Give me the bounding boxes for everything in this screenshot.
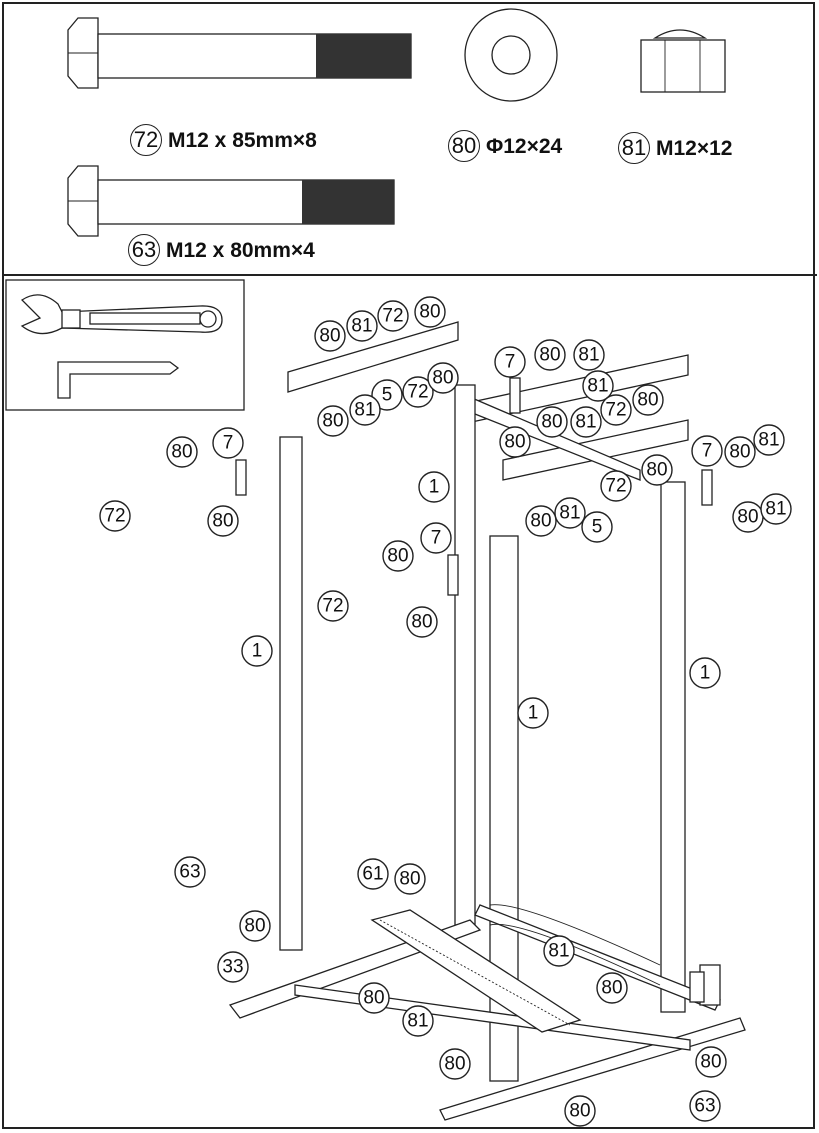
callout-number: 81 bbox=[351, 315, 373, 337]
callout-number: 80 bbox=[244, 915, 266, 937]
part-callout-80 bbox=[315, 321, 345, 351]
callout-number: 81 bbox=[765, 498, 787, 520]
callout-number: 80 bbox=[530, 510, 552, 532]
part-callout-81 bbox=[350, 395, 380, 425]
part-callout-81 bbox=[544, 936, 574, 966]
part-callout-80 bbox=[208, 506, 238, 536]
part-callout-80 bbox=[633, 385, 663, 415]
part-callout-80 bbox=[500, 427, 530, 457]
part-callout-80 bbox=[318, 406, 348, 436]
part-callout-80 bbox=[428, 363, 458, 393]
part-callout-81 bbox=[754, 425, 784, 455]
callout-number: 80 bbox=[322, 410, 344, 432]
callout-number: 81 bbox=[407, 1010, 429, 1032]
callout-number: 72 bbox=[605, 399, 627, 421]
part-callout-80 bbox=[535, 340, 565, 370]
callout-number: 81 bbox=[758, 429, 780, 451]
part-callout-1 bbox=[690, 658, 720, 688]
part-callout-72 bbox=[601, 471, 631, 501]
part-callout-80 bbox=[565, 1096, 595, 1126]
part-callout-63 bbox=[175, 857, 205, 887]
part-callout-81 bbox=[761, 494, 791, 524]
part-callout-80 bbox=[440, 1049, 470, 1079]
part-callout-1 bbox=[419, 472, 449, 502]
part-callout-72 bbox=[601, 395, 631, 425]
spec-text: M12 x 85mm×8 bbox=[168, 129, 317, 152]
spec-bolt-63 bbox=[128, 234, 315, 266]
washer-icon bbox=[465, 9, 557, 101]
callout-number: 81 bbox=[575, 411, 597, 433]
part-callout-80 bbox=[407, 607, 437, 637]
callout-number: 1 bbox=[428, 476, 440, 498]
callout-number: 80 bbox=[363, 987, 385, 1009]
callout-number: 7 bbox=[701, 440, 713, 462]
part-callout-80 bbox=[359, 983, 389, 1013]
part-number: 72 bbox=[130, 124, 162, 156]
part-callout-80 bbox=[383, 541, 413, 571]
callout-number: 72 bbox=[605, 475, 627, 497]
callout-number: 80 bbox=[171, 441, 193, 463]
part-callout-81 bbox=[403, 1006, 433, 1036]
bolt-63-icon bbox=[68, 166, 394, 236]
part-number: 63 bbox=[128, 234, 160, 266]
callout-number: 80 bbox=[387, 545, 409, 567]
callout-number: 1 bbox=[699, 662, 711, 684]
callout-number: 80 bbox=[700, 1051, 722, 1073]
part-callout-7 bbox=[213, 428, 243, 458]
callout-number: 80 bbox=[444, 1053, 466, 1075]
part-callout-80 bbox=[415, 297, 445, 327]
bolt-72-icon bbox=[68, 18, 411, 88]
part-callout-80 bbox=[240, 911, 270, 941]
part-callout-80 bbox=[733, 502, 763, 532]
part-callout-1 bbox=[518, 698, 548, 728]
callout-number: 81 bbox=[587, 375, 609, 397]
callout-number: 72 bbox=[382, 305, 404, 327]
part-callout-80 bbox=[395, 864, 425, 894]
callout-number: 7 bbox=[222, 432, 234, 454]
part-callout-81 bbox=[574, 340, 604, 370]
callout-number: 7 bbox=[504, 351, 516, 373]
callout-number: 80 bbox=[646, 459, 668, 481]
callout-number: 7 bbox=[430, 527, 442, 549]
spec-text: M12 x 80mm×4 bbox=[166, 239, 315, 262]
part-callout-81 bbox=[347, 311, 377, 341]
callout-number: 72 bbox=[322, 595, 344, 617]
callout-number: 80 bbox=[504, 431, 526, 453]
callout-number: 81 bbox=[559, 502, 581, 524]
callout-number: 5 bbox=[381, 384, 393, 406]
rack-assembly-drawing bbox=[230, 322, 745, 1120]
part-callout-5 bbox=[582, 512, 612, 542]
part-callout-72 bbox=[378, 301, 408, 331]
part-callout-80 bbox=[167, 437, 197, 467]
callout-number: 80 bbox=[541, 411, 563, 433]
part-callout-80 bbox=[696, 1047, 726, 1077]
callout-number: 80 bbox=[419, 301, 441, 323]
lock-nut-icon bbox=[641, 30, 725, 92]
part-callout-80 bbox=[725, 437, 755, 467]
spec-text: Φ12×24 bbox=[486, 135, 563, 158]
callout-number: 81 bbox=[548, 940, 570, 962]
part-callout-81 bbox=[555, 498, 585, 528]
callout-number: 1 bbox=[527, 702, 539, 724]
callout-number: 80 bbox=[399, 868, 421, 890]
callout-number: 1 bbox=[251, 640, 263, 662]
spec-nut-81 bbox=[618, 132, 732, 164]
callout-number: 33 bbox=[222, 956, 244, 978]
part-callout-7 bbox=[495, 347, 525, 377]
callout-number: 80 bbox=[601, 977, 623, 999]
callout-number: 80 bbox=[569, 1100, 591, 1122]
callout-number: 80 bbox=[432, 367, 454, 389]
part-callout-7 bbox=[421, 523, 451, 553]
part-callout-72 bbox=[100, 501, 130, 531]
part-callout-7 bbox=[692, 436, 722, 466]
part-callout-81 bbox=[571, 407, 601, 437]
callout-number: 81 bbox=[578, 344, 600, 366]
part-number: 80 bbox=[448, 130, 480, 162]
part-callout-80 bbox=[526, 506, 556, 536]
part-callout-72 bbox=[318, 591, 348, 621]
callout-number: 61 bbox=[362, 863, 384, 885]
callout-number: 80 bbox=[539, 344, 561, 366]
callout-number: 72 bbox=[407, 381, 429, 403]
spec-washer-80 bbox=[448, 130, 562, 162]
part-callout-61 bbox=[358, 859, 388, 889]
callout-number: 72 bbox=[104, 505, 126, 527]
callout-number: 80 bbox=[729, 441, 751, 463]
callout-number: 80 bbox=[737, 506, 759, 528]
part-number: 81 bbox=[618, 132, 650, 164]
part-callout-80 bbox=[537, 407, 567, 437]
callout-number: 63 bbox=[179, 861, 201, 883]
spec-text: M12×12 bbox=[656, 137, 733, 160]
part-callout-80 bbox=[642, 455, 672, 485]
callout-number: 80 bbox=[212, 510, 234, 532]
callout-number: 63 bbox=[694, 1095, 716, 1117]
callout-number: 80 bbox=[411, 611, 433, 633]
part-callout-1 bbox=[242, 636, 272, 666]
part-callout-80 bbox=[597, 973, 627, 1003]
callout-number: 80 bbox=[637, 389, 659, 411]
callout-number: 80 bbox=[319, 325, 341, 347]
callout-number: 5 bbox=[591, 516, 603, 538]
callout-number: 81 bbox=[354, 399, 376, 421]
part-callout-33 bbox=[218, 952, 248, 982]
part-callout-63 bbox=[690, 1091, 720, 1121]
spec-bolt-72 bbox=[130, 124, 317, 156]
